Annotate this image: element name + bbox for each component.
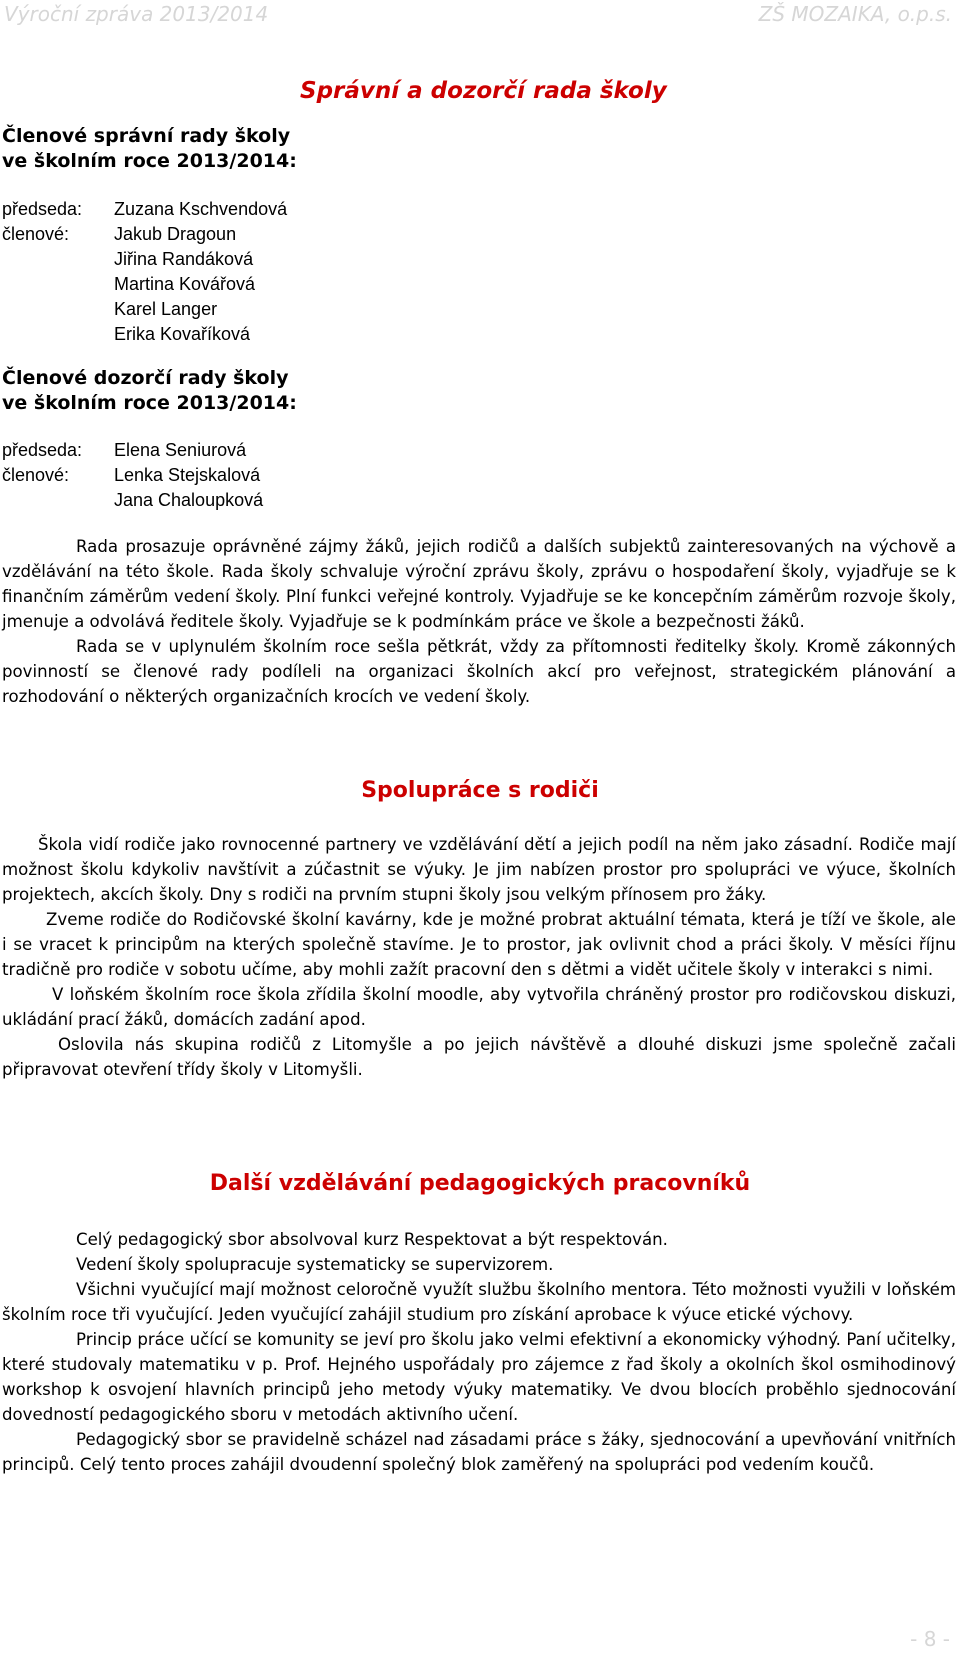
supervisory-board-chair-row — [2, 438, 263, 463]
supervisory-board-member-row — [2, 463, 263, 488]
admin-board-heading — [2, 124, 297, 174]
member-name: Martina Kovářová — [114, 274, 256, 294]
supervisory-board-heading-line2: ve školním roce 2013/2014: — [2, 392, 297, 414]
header-school-name: ZŠ MOZAIKA, o.p.s. — [758, 2, 952, 26]
supervisory-board-heading — [2, 366, 297, 416]
supervisory-board-member-row — [2, 488, 263, 513]
member-name: Lenka Stejskalová — [114, 465, 261, 485]
member-name: Erika Kovaříková — [114, 324, 251, 344]
admin-board-member-row — [2, 247, 287, 272]
paragraph: Rada prosazuje oprávněné zájmy žáků, jejich rodičů a dalších subjektů zainteresovaných na výchově a vzdělávání na této škole. Rada školy schvaluje výroční zprávu školy, zprávu o hospodaření školy, vyjadřuje se k finančním záměrům vedení školy. Plní funkci veřejné kontroly. Vyjadřuje se ke koncepčním záměrům rozvoje školy, jmenuje a odvolává ředitele školy. Vyjadřuje se k podmínkám práce ve škole a bezpečnosti žáků. — [2, 537, 956, 631]
paragraph: Rada se v uplynulém školním roce sešla pětkrát, vždy za přítomnosti ředitelky školy. Kromě zákonných povinností se členové rady podíleli na organizaci školních akcí pro veřejnost, strategickém plánování a rozhodování o některých organizačních krocích ve vedení školy. — [2, 637, 956, 706]
member-name: Jiřina Randáková — [114, 249, 254, 269]
admin-board-heading-line1: Členové správní rady školy — [2, 125, 291, 147]
page-title: Správní a dozorčí rada školy — [300, 78, 667, 104]
member-name: Jana Chaloupková — [114, 490, 264, 510]
members-label: členové: — [2, 224, 70, 244]
section-title-education: Další vzdělávání pedagogických pracovníků — [209, 1171, 751, 1196]
chair-name: Elena Seniurová — [114, 440, 247, 460]
paragraph: Zveme rodiče do Rodičovské školní kavárny, kde je možné probrat aktuální témata, která je tíží ve škole, ale i se vracet k principům na kterých společně stavíme. Je to prostor, jak ovlivnit chod a práci školy. V měsíci říjnu tradičně pro rodiče v sobotu učíme, aby mohli zažít pracovní den s dětmi a vidět učitele školy v interakci s nimi. — [2, 910, 956, 979]
supervisory-board-members — [2, 438, 263, 513]
admin-board-heading-line2: ve školním roce 2013/2014: — [2, 150, 297, 172]
paragraph: Princip práce učící se komunity se jeví pro školu jako velmi efektivní a ekonomicky výhodný. Paní učitelky, které studovaly matematiku v p. Prof. Hejného uspořádaly pro zájemce z řad školy a okolních škol osmihodinový workshop k osvojení hlavních principů jeho metody výuky matematiky. Ve dvou blocích proběhlo sjednocování dovedností pedagogického sboru v metodách aktivního učení. — [2, 1330, 956, 1424]
supervisory-board-heading-line1: Členové dozorčí rady školy — [2, 367, 289, 389]
paragraph: Oslovila nás skupina rodičů z Litomyšle a po jejich návštěvě a dlouhé diskuzi jsme společně začali připravovat otevření třídy školy v Litomyšli. — [2, 1035, 956, 1079]
admin-board-member-row — [2, 272, 287, 297]
paragraph: Pedagogický sbor se pravidelně scházel nad zásadami práce s žáky, sjednocování a upevňování vnitřních principů. Celý tento proces zahájil dvoudenní společný blok zaměřený na spolupráci pod vedením koučů. — [2, 1430, 956, 1474]
parents-section-body — [2, 832, 956, 1082]
page-number: - 8 - — [910, 1627, 950, 1651]
paragraph: Všichni vyučující mají možnost celoročně využít službu školního mentora. Této možnosti využili v loňském školním roce tři vyučující. Jeden vyučující zahájil studium pro získání aprobace k výuce etické výchovy. — [2, 1280, 956, 1324]
header-report-title: Výroční zpráva 2013/2014 — [4, 2, 269, 26]
admin-board-chair-row — [2, 197, 287, 222]
members-label: členové: — [2, 465, 70, 485]
member-name: Karel Langer — [114, 299, 218, 319]
section-title-parents: Spolupráce s rodiči — [361, 778, 599, 803]
paragraph: Celý pedagogický sbor absolvoval kurz Respektovat a být respektován. — [76, 1230, 668, 1249]
paragraph: Škola vidí rodiče jako rovnocenné partnery ve vzdělávání dětí a jejich podíl na něm jako zásadní. Rodiče mají možnost školu kdykoliv navštívit a zúčastnit se výuky. Je jim nabízen prostor pro spolupráci ve výuce, školních projektech, akcích školy. Dny s rodiči na prvním stupni školy jsou velkým přínosem pro žáky. — [2, 835, 956, 904]
admin-board-member-row — [2, 297, 287, 322]
paragraph: Vedení školy spolupracuje systematicky se supervizorem. — [76, 1255, 554, 1274]
member-name: Jakub Dragoun — [114, 224, 237, 244]
admin-board-member-row — [2, 222, 287, 247]
chair-label: předseda: — [2, 440, 83, 460]
paragraph: V loňském školním roce škola zřídila školní moodle, aby vytvořila chráněný prostor pro rodičovskou diskuzi, ukládání prací žáků, domácích zadání apod. — [2, 985, 956, 1029]
admin-board-member-row — [2, 322, 287, 347]
admin-board-members — [2, 197, 287, 347]
chair-name: Zuzana Kschvendová — [114, 199, 288, 219]
chair-label: předseda: — [2, 199, 83, 219]
board-description — [2, 534, 956, 709]
education-section-body — [2, 1227, 956, 1477]
